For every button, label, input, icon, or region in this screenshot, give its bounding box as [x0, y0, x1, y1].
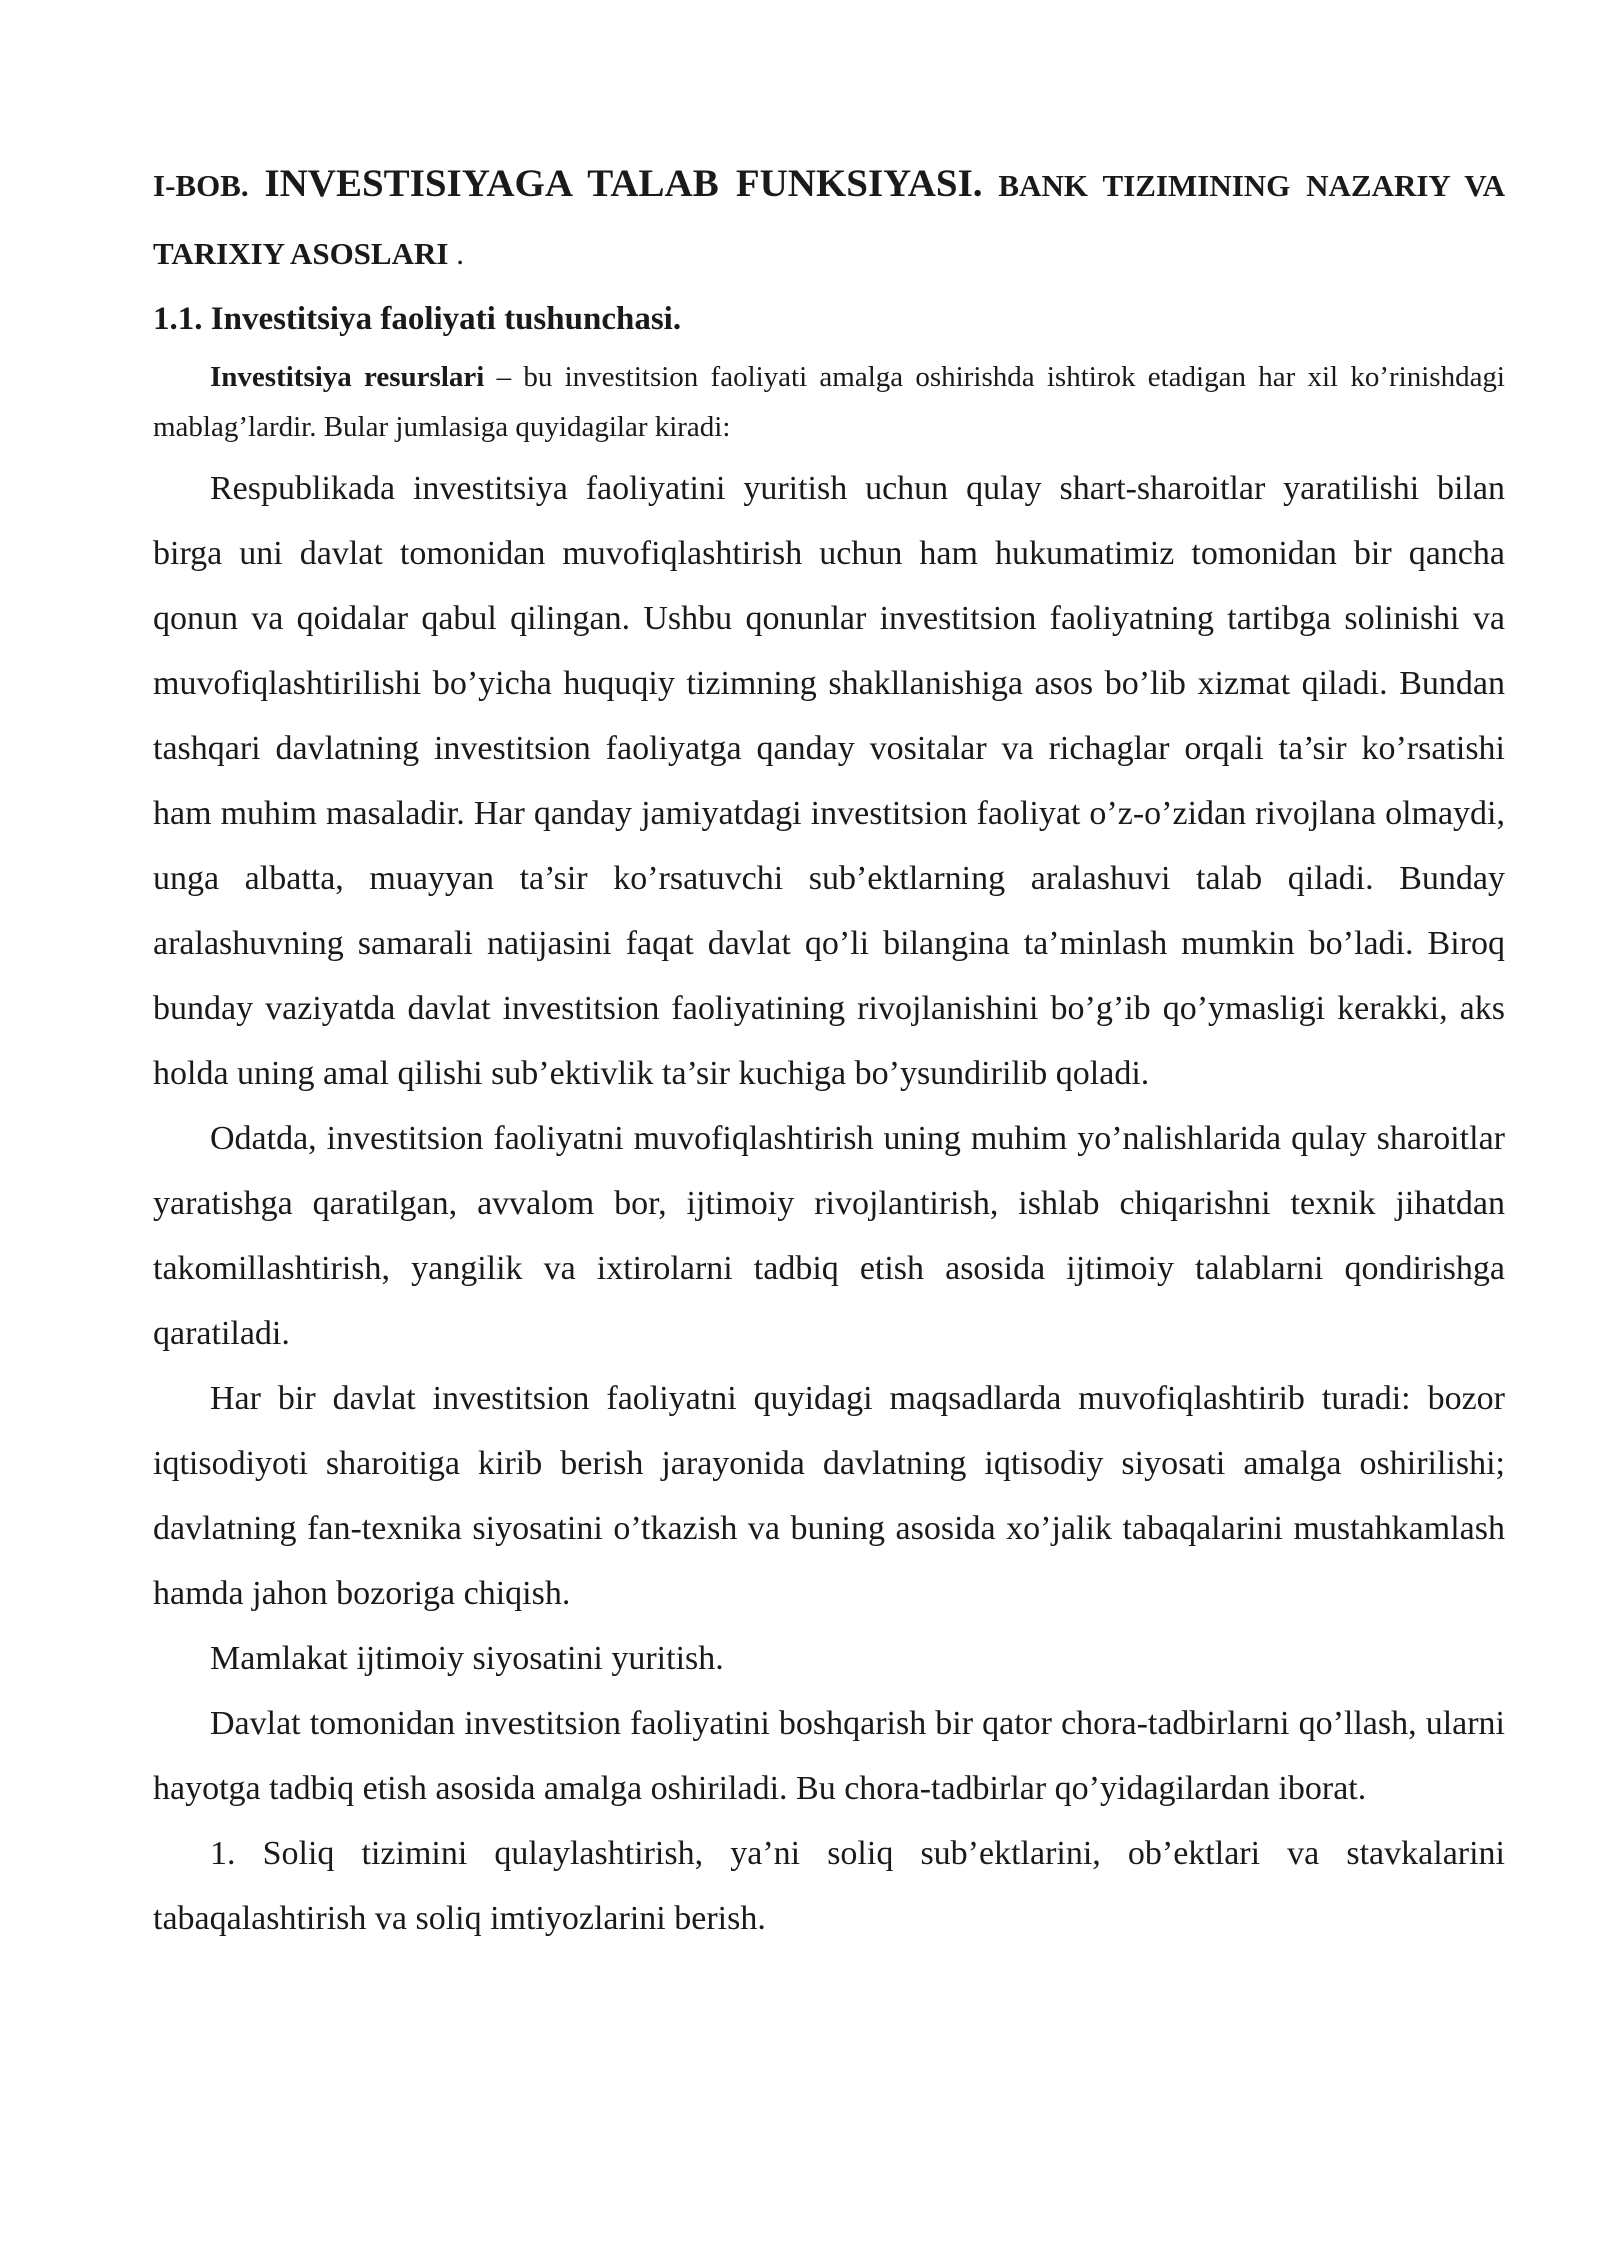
paragraph-6: 1. Soliq tizimini qulaylashtirish, ya’ni soliq sub’ektlarini, ob’ektlari va stavkalarini tabaqalashtirish va soliq imtiyozlarini berish. [153, 1835, 1505, 1937]
chapter-prefix: I-BOB. [153, 168, 249, 203]
paragraph-2: Odatda, investitsion faoliyatni muvofiqlashtirish uning muhim yo’nalishlarida qulay sharoitlar yaratishga qaratilgan, avvalom bor, ijtimoiy rivojlantirish, ishlab chiqarishni texnik jihatdan takomillashtirish, yangilik va ixtirolarni tadbiq etish asosida ijtimoiy talablarni qondirishga qaratiladi. [153, 1120, 1505, 1352]
paragraph-5: Davlat tomonidan investitsion faoliyatini boshqarish bir qator chora-tadbirlarni qo’llash, ularni hayotga tadbiq etish asosida amalga oshiriladi. Bu chora-tadbirlar qo’yidagilardan iborat. [153, 1705, 1505, 1807]
chapter-heading [153, 150, 1505, 288]
chapter-title-line2: NAZARIY VA TARIXIY ASOSLARI [153, 168, 1505, 271]
intro-text: – bu investitsion faoliyati amalga oshirishda ishtirok etadigan har xil ko’rinishdagi mablag’lardir. Bular jumlasiga quyidagilar kiradi: [153, 361, 1505, 443]
section-title: 1.1. Investitsiya faoliyati tushunchasi. [153, 301, 682, 337]
paragraph-1: Respublikada investitsiya faoliyatini yuritish uchun qulay shart-sharoitlar yaratilishi bilan birga uni davlat tomonidan muvofiqlashtirish uchun ham hukumatimiz tomonidan bir qancha qonun va qoidalar qabul qilingan. Ushbu qonunlar investitsion faoliyatning tartibga solinishi va muvofiqlashtirilishi bo’yicha huquqiy tizimning shakllanishiga asos bo’lib xizmat qiladi. Bundan tashqari davlatning investitsion faoliyatga qanday vositalar va richaglar orqali ta’sir ko’rsatishi ham muhim masaladir. Har qanday jamiyatdagi investitsion faoliyat o’z-o’zidan rivojlana olmaydi, unga albatta, muayyan ta’sir ko’rsatuvchi sub’ektlarning aralashuvi talab qiladi. Bunday aralashuvning samarali natijasini faqat davlat qo’li bilangina ta’minlash mumkin bo’ladi. Biroq bunday vaziyatda davlat investitsion faoliyatining rivojlanishini bo’g’ib qo’ymasligi kerakki, aks holda uning amal qilishi sub’ektivlik ta’sir kuchiga bo’ysundirilib qoladi. [153, 470, 1505, 1092]
chapter-title-rest: BANK TIZIMINING [998, 168, 1291, 203]
chapter-title-main: INVESTISIYAGA TALAB FUNKSIYASI. [264, 162, 983, 205]
document-page [153, 150, 1505, 1951]
intro-term: Investitsiya resurslari [210, 361, 485, 393]
intro-paragraph [153, 352, 1505, 452]
paragraph-4: Mamlakat ijtimoiy siyosatini yuritish. [210, 1640, 724, 1677]
paragraph-3: Har bir davlat investitsion faoliyatni quyidagi maqsadlarda muvofiqlashtirib turadi: bozor iqtisodiyoti sharoitiga kirib berish jarayonida davlatning iqtisodiy siyosati amalga oshirilishi; davlatning fan-texnika siyosatini o’tkazish va buning asosida xo’jalik tabaqalarini mustahkamlash hamda jahon bozoriga chiqish. [153, 1380, 1505, 1612]
chapter-title-tail: . [448, 236, 464, 271]
